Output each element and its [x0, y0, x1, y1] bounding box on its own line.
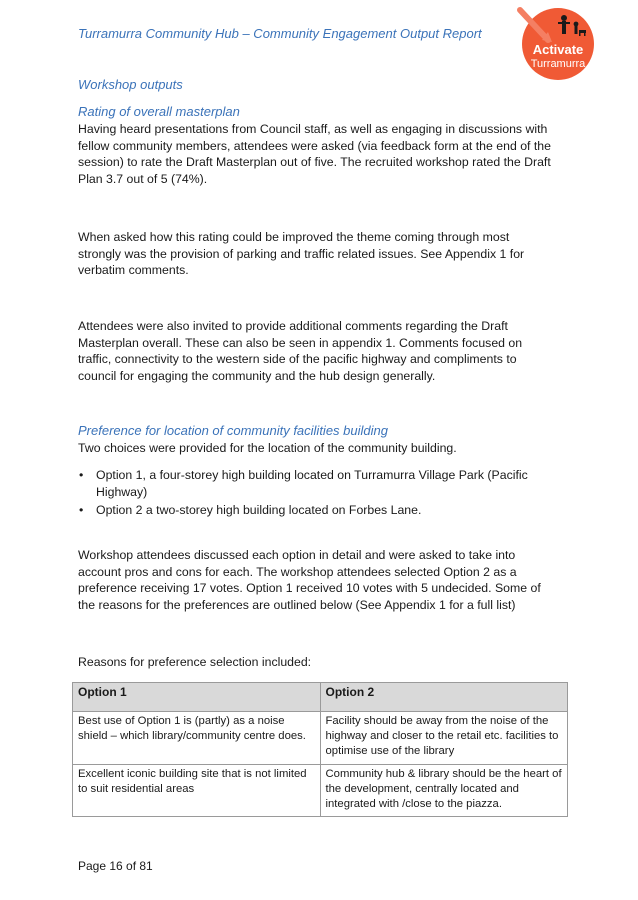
bullet-icon: •	[79, 468, 84, 482]
table-cell: Excellent iconic building site that is not limited to suit residential areas	[73, 765, 321, 817]
page-number: Page 16 of 81	[78, 859, 153, 873]
table-cell: Facility should be away from the noise of the highway and closer to the retail etc. facilities to optimise use of the library	[320, 712, 568, 765]
rating-heading: Rating of overall masterplan	[78, 104, 240, 119]
reasons-table	[72, 682, 568, 817]
activate-turramurra-logo	[514, 4, 594, 84]
option-1-text: Option 1, a four-storey high building located on Turramurra Village Park (Pacific Highway)	[96, 468, 528, 499]
list-item	[78, 467, 568, 500]
table-row	[73, 765, 568, 817]
rating-paragraph-1: Having heard presentations from Council staff, as well as engaging in discussions with fellow community members, attendees were asked (via feedback form at the end of the session) to rate the Draft Masterplan out of five. The recruited workshop rated the Draft Plan 3.7 out of 5 (74%).	[78, 122, 551, 186]
table-cell: Community hub & library should be the heart of the development, centrally located and integrated with /close to the piazza.	[320, 765, 568, 817]
location-options-list	[78, 467, 568, 521]
rating-paragraph-3: Attendees were also invited to provide additional comments regarding the Draft Masterplan overall. These can also be seen in appendix 1. Comments focused on traffic, connectivity to the western side of the pacific highway and compliments to council for engaging the community and the hub design generally.	[78, 319, 523, 383]
location-heading: Preference for location of community facilities building	[78, 423, 388, 438]
reasons-intro: Reasons for preference selection included:	[78, 655, 312, 669]
option-2-text: Option 2 a two-storey high building located on Forbes Lane.	[96, 503, 422, 517]
rating-paragraph-2: When asked how this rating could be improved the theme coming through most strongly was the provision of parking and traffic related issues. See Appendix 1 for verbatim comments.	[78, 230, 525, 277]
report-header-title: Turramurra Community Hub – Community Engagement Output Report	[78, 26, 482, 41]
location-discussion: Workshop attendees discussed each option in detail and were asked to take into account pros and cons for each. The workshop attendees selected Option 2 as a preference receiving 17 votes. Option 1 received 10 votes with 5 undecided. Some of the reasons for the preferences are outlined below (See Appendix 1 for a full list)	[78, 548, 541, 612]
table-header-row	[73, 683, 568, 712]
table-cell: Best use of Option 1 is (partly) as a noise shield – which library/community centre does.	[73, 712, 321, 765]
bullet-icon: •	[79, 503, 84, 517]
list-item	[78, 502, 568, 519]
table-row	[73, 712, 568, 765]
logo-text-activate: Activate	[532, 42, 584, 57]
section-title: Workshop outputs	[78, 77, 183, 92]
column-header-option-1: Option 1	[73, 683, 321, 712]
logo-text-turramurra: Turramurra	[530, 58, 586, 70]
column-header-option-2: Option 2	[320, 683, 568, 712]
location-intro: Two choices were provided for the location of the community building.	[78, 441, 457, 455]
